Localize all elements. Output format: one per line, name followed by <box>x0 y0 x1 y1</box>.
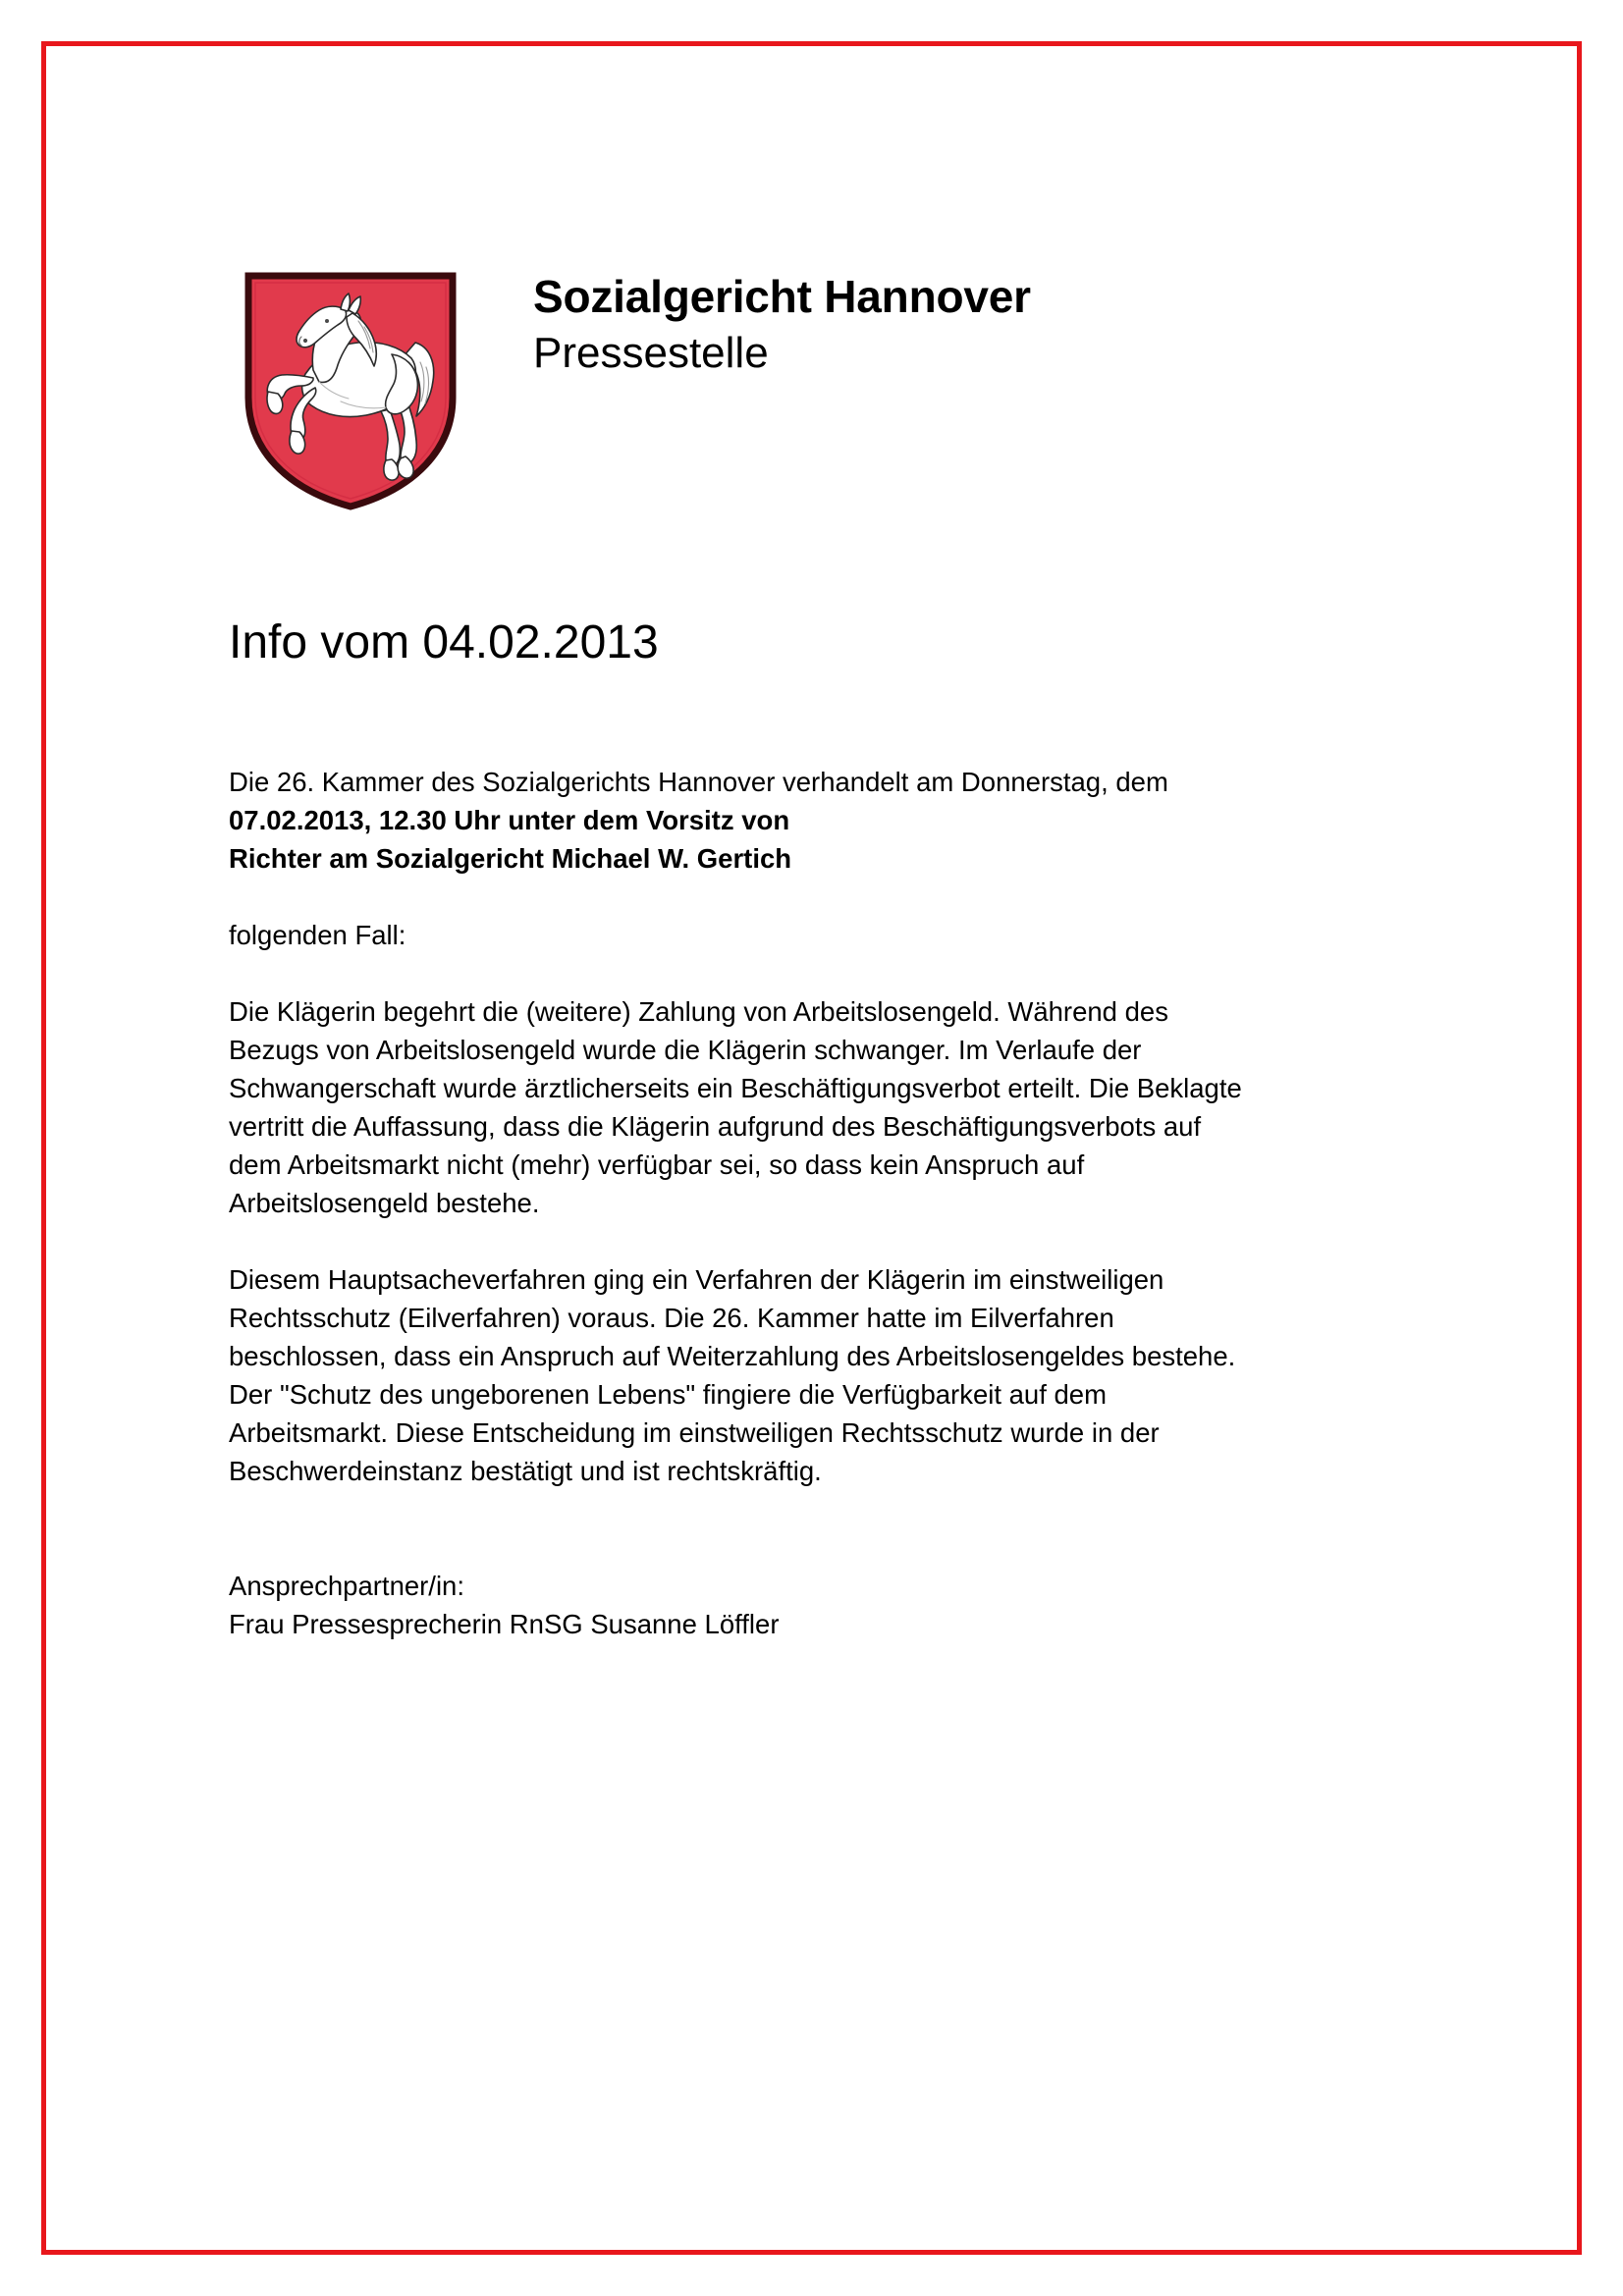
prior-line-4: Der "Schutz des ungeborenen Lebens" fingiere die Verfügbarkeit auf dem <box>229 1379 1107 1410</box>
case-desc-line-5: dem Arbeitsmarkt nicht (mehr) verfügbar sei, so dass kein Anspruch auf <box>229 1149 1085 1180</box>
letterhead-text <box>533 272 1358 378</box>
document-body <box>229 763 1441 1643</box>
case-desc-line-2: Bezugs von Arbeitslosengeld wurde die Klägerin schwanger. Im Verlaufe der <box>229 1035 1142 1065</box>
lower-saxony-coat-of-arms-icon <box>243 272 459 510</box>
case-intro-line <box>229 916 1441 954</box>
page-border-frame <box>41 41 1582 2255</box>
case-intro-text: folgenden Fall: <box>229 920 406 950</box>
organization-subtitle: Pressestelle <box>533 328 769 377</box>
case-desc-line-1: Die Klägerin begehrt die (weitere) Zahlung von Arbeitslosengeld. Während des <box>229 996 1168 1027</box>
prior-line-6: Beschwerdeinstanz bestätigt und ist rechtskräftig. <box>229 1456 822 1486</box>
page-title: Info vom 04.02.2013 <box>229 616 659 669</box>
hearing-announcement-block <box>229 763 1441 878</box>
case-desc-line-3: Schwangerschaft wurde ärztlicherseits ein Beschäftigungsverbot erteilt. Die Beklagte <box>229 1073 1242 1103</box>
letterhead <box>201 231 1380 466</box>
contact-person: Frau Pressesprecherin RnSG Susanne Löffler <box>229 1609 780 1639</box>
prior-line-5: Arbeitsmarkt. Diese Entscheidung im einstweiligen Rechtsschutz wurde in der <box>229 1417 1160 1448</box>
case-desc-line-6: Arbeitslosengeld bestehe. <box>229 1188 540 1218</box>
hearing-line-1: Die 26. Kammer des Sozialgerichts Hannover verhandelt am Donnerstag, dem <box>229 767 1168 797</box>
organization-title: Sozialgericht Hannover <box>533 271 1031 322</box>
prior-line-3: beschlossen, dass ein Anspruch auf Weiterzahlung des Arbeitslosengeldes bestehe. <box>229 1341 1236 1371</box>
contact-block <box>229 1567 1441 1643</box>
prior-proceedings-paragraph <box>229 1260 1441 1490</box>
contact-label: Ansprechpartner/in: <box>229 1571 464 1601</box>
hearing-datetime-line: 07.02.2013, 12.30 Uhr unter dem Vorsitz von <box>229 805 790 835</box>
case-description-paragraph <box>229 992 1441 1222</box>
prior-line-2: Rechtsschutz (Eilverfahren) voraus. Die 26. Kammer hatte im Eilverfahren <box>229 1303 1114 1333</box>
prior-line-1: Diesem Hauptsacheverfahren ging ein Verfahren der Klägerin im einstweiligen <box>229 1264 1164 1295</box>
hearing-judge-line: Richter am Sozialgericht Michael W. Gertich <box>229 843 792 874</box>
case-desc-line-4: vertritt die Auffassung, dass die Klägerin aufgrund des Beschäftigungsverbots auf <box>229 1111 1202 1142</box>
